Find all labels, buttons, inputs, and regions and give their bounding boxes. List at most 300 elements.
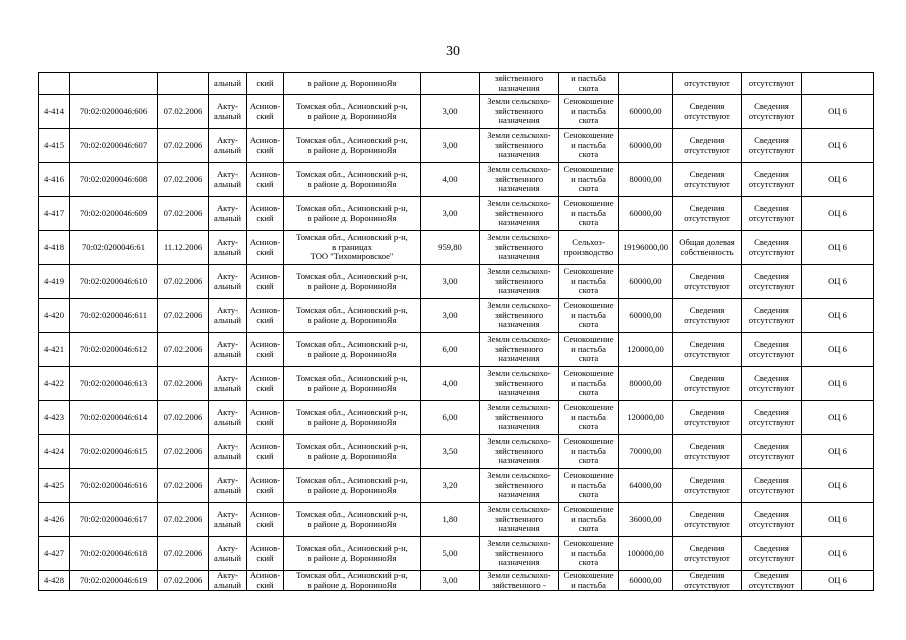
cell-zone: ОЦ 6 <box>802 469 874 503</box>
category-line: назначения <box>498 82 540 93</box>
cell-use-line: и пастьба <box>571 105 606 116</box>
cell-area: 959,80 <box>421 231 480 265</box>
cell-district-line: ский <box>256 348 274 359</box>
cell-status-line: альный <box>213 416 242 427</box>
cell-owner-line: Сведения <box>689 339 725 350</box>
cell-status <box>209 333 247 367</box>
cell-district-line: Асинов- <box>249 475 281 486</box>
cell-date: 07.02.2006 <box>158 401 209 435</box>
cell-owner-line: отсутствуют <box>684 450 730 461</box>
cell-district <box>247 537 284 571</box>
cell-restrictions-line: Сведения <box>754 407 789 418</box>
cell-zone: ОЦ 6 <box>802 197 874 231</box>
cell-address <box>284 333 421 367</box>
cell-date <box>158 73 209 95</box>
cell-price: 100000,00 <box>619 537 673 571</box>
cell-use-line: и пастьба <box>571 445 606 456</box>
cell-address-line: Томская обл., Асиновский р-н, <box>296 373 408 384</box>
cell-category-line: назначения <box>498 421 540 432</box>
cell-owner <box>673 571 742 591</box>
cell-restrictions <box>742 265 802 299</box>
cell-district-line: ский <box>256 246 274 257</box>
cell-category <box>480 367 559 401</box>
cell-address-line: в районе д. ВоронинoЯя <box>307 280 397 291</box>
cell-district-line: ский <box>256 280 274 291</box>
cell-zone <box>802 73 874 95</box>
cell-owner <box>673 95 742 129</box>
table-row <box>39 469 874 503</box>
cell-district <box>247 333 284 367</box>
table-row <box>39 503 874 537</box>
cell-num: 4-423 <box>39 401 70 435</box>
cell-restrictions <box>742 435 802 469</box>
cell-address-line: Томская обл., Асиновский р-н, <box>296 543 408 554</box>
cell-use-line: и пастьба <box>571 411 606 422</box>
cell-category-line: зяйственного <box>494 207 544 218</box>
cell-zone: ОЦ 6 <box>802 231 874 265</box>
cell-category-line: Земли сельскохо- <box>487 402 551 413</box>
cell-zone: ОЦ 6 <box>802 401 874 435</box>
cell-use <box>559 265 619 299</box>
cell-owner-line: отсутствуют <box>684 484 730 495</box>
cell-use-line: скота <box>578 387 599 398</box>
cell-category <box>480 299 559 333</box>
cell-restrictions-line: Сведения <box>754 169 789 180</box>
cell-restrictions-line: отсутствуют <box>748 416 795 427</box>
cell-use-line: скота <box>578 183 599 194</box>
cell-status: альный <box>209 73 247 95</box>
cell-district <box>247 129 284 163</box>
cell-area: 3,50 <box>421 435 480 469</box>
cell-restrictions-line: Сведения <box>754 237 789 248</box>
cell-area <box>421 73 480 95</box>
cell-district-line: Асинов- <box>249 570 281 581</box>
cell-category-line: Земли сельскохо- <box>487 164 551 175</box>
cell-num: 4-417 <box>39 197 70 231</box>
cell-district-line: Асинов- <box>249 169 281 180</box>
cell-price: 36000,00 <box>619 503 673 537</box>
cell-area: 3,00 <box>421 571 480 591</box>
cell-address <box>284 367 421 401</box>
cell-category <box>480 197 559 231</box>
cell-address-line: ТОО "Тихомировское" <box>310 251 394 262</box>
cell-use-line: и пастьба <box>571 579 606 590</box>
cell-address <box>284 265 421 299</box>
cell-area: 3,00 <box>421 197 480 231</box>
cell-date: 07.02.2006 <box>158 367 209 401</box>
cell-address-line: в границах <box>332 241 372 252</box>
cell-status-line: Акту- <box>216 203 239 214</box>
cell-category-line: зяйственного <box>494 173 544 184</box>
cell-category-line: назначения <box>498 285 540 296</box>
cell-status-line: альный <box>213 110 242 121</box>
cell-status <box>209 231 247 265</box>
cell-restrictions-line: отсутствуют <box>748 579 795 590</box>
cell-num: 4-415 <box>39 129 70 163</box>
cell-owner-line: Сведения <box>689 135 725 146</box>
cell-date: 07.02.2006 <box>158 95 209 129</box>
cell-owner-line: отсутствуют <box>684 416 730 427</box>
cell-category <box>480 265 559 299</box>
cell-address-line: в районе д. ВоронинoЯя <box>307 552 397 563</box>
cell-category-line: назначения <box>498 523 540 534</box>
cell-category-line: Земли сельскохо- <box>487 504 551 515</box>
cell-date: 07.02.2006 <box>158 571 209 591</box>
cell-owner-line: Общая долевая <box>679 237 735 248</box>
cell-owner <box>673 537 742 571</box>
cell-restrictions: отсутствуют <box>742 73 802 95</box>
cell-restrictions <box>742 299 802 333</box>
cell-category-line: Земли сельскохо- <box>487 300 551 311</box>
cell-use-line: Сенокошение <box>563 96 614 107</box>
cell-status-line: альный <box>213 280 242 291</box>
cell-cadastral <box>70 73 158 95</box>
cell-cadastral: 70:02:0200046:618 <box>70 537 158 571</box>
cell-address <box>284 503 421 537</box>
cell-area: 3,20 <box>421 469 480 503</box>
cell-use <box>559 367 619 401</box>
cell-category-line: зяйственного - <box>492 579 546 590</box>
cell-cadastral: 70:02:0200046:613 <box>70 367 158 401</box>
cell-use-line: и пастьба <box>571 139 606 150</box>
cell-owner <box>673 265 742 299</box>
cell-address-line: в районе д. ВоронинoЯя <box>307 382 397 393</box>
cell-restrictions-line: Сведения <box>754 373 789 384</box>
table-row <box>39 537 874 571</box>
cell-category <box>480 503 559 537</box>
cell-owner-line: Сведения <box>689 101 725 112</box>
cell-status-line: Акту- <box>216 543 239 554</box>
cell-owner <box>673 435 742 469</box>
cell-price: 60000,00 <box>619 197 673 231</box>
cell-date: 07.02.2006 <box>158 435 209 469</box>
cell-owner <box>673 469 742 503</box>
cell-category-line: Земли сельскохо- <box>487 570 551 581</box>
cell-owner-line: отсутствуют <box>684 178 730 189</box>
cell-use-line: Сенокошение <box>563 470 614 481</box>
cell-use <box>559 333 619 367</box>
cell-status <box>209 197 247 231</box>
cell-owner <box>673 197 742 231</box>
cell-use-line: и пастьба <box>571 479 606 490</box>
cell-category-line: назначения <box>498 149 540 160</box>
cell-use <box>559 401 619 435</box>
cell-restrictions-line: отсутствуют <box>748 178 795 189</box>
cell-date: 07.02.2006 <box>158 163 209 197</box>
cell-restrictions-line: отсутствуют <box>748 212 795 223</box>
cell-date: 11.12.2006 <box>158 231 209 265</box>
cell-district <box>247 401 284 435</box>
cell-district-line: Асинов- <box>249 407 281 418</box>
cell-cadastral: 70:02:0200046:619 <box>70 571 158 591</box>
cell-owner-line: Сведения <box>689 475 725 486</box>
cell-restrictions-line: Сведения <box>754 509 789 520</box>
cell-category-line: Земли сельскохо- <box>487 96 551 107</box>
cell-district <box>247 265 284 299</box>
cell-category <box>480 73 559 95</box>
cell-category-line: Земли сельскохо- <box>487 130 551 141</box>
cell-address <box>284 231 421 265</box>
cell-use <box>559 231 619 265</box>
cell-status-line: альный <box>213 382 242 393</box>
cell-status-line: альный <box>213 518 242 529</box>
cell-use-line: Сенокошение <box>563 436 614 447</box>
cell-owner-line: отсутствуют <box>684 110 730 121</box>
cell-restrictions <box>742 367 802 401</box>
cell-num <box>39 73 70 95</box>
cell-address-line: в районе д. ВоронинoЯя <box>307 314 397 325</box>
cell-area: 3,00 <box>421 129 480 163</box>
cell-use-line: скота <box>578 421 599 432</box>
cell-use-line: Сенокошение <box>563 402 614 413</box>
cell-zone: ОЦ 6 <box>802 435 874 469</box>
cell-status-line: Акту- <box>216 570 239 581</box>
cell-owner <box>673 129 742 163</box>
cell-address <box>284 299 421 333</box>
cell-status-line: альный <box>213 579 242 590</box>
cell-address-line: Томская обл., Асиновский р-н, <box>296 101 408 112</box>
cell-restrictions <box>742 401 802 435</box>
cell-cadastral: 70:02:0200046:616 <box>70 469 158 503</box>
cell-cadastral: 70:02:0200046:606 <box>70 95 158 129</box>
cell-address <box>284 197 421 231</box>
cell-category-line: назначения <box>498 251 540 262</box>
cell-price: 60000,00 <box>619 299 673 333</box>
cell-district-line: Асинов- <box>249 305 281 316</box>
cell-restrictions <box>742 129 802 163</box>
cell-area: 3,00 <box>421 299 480 333</box>
cell-area: 5,00 <box>421 537 480 571</box>
cell-owner <box>673 299 742 333</box>
cell-district-line: Асинов- <box>249 271 281 282</box>
cell-owner-line: отсутствуют <box>684 144 730 155</box>
cell-status-line: Акту- <box>216 169 239 180</box>
cell-status-line: Акту- <box>216 441 239 452</box>
cell-status <box>209 265 247 299</box>
cell-restrictions-line: отсутствуют <box>748 110 795 121</box>
cell-address-line: Томская обл., Асиновский р-н, <box>296 407 408 418</box>
cell-district-line: Асинов- <box>249 237 281 248</box>
cell-use-line: Сенокошение <box>563 266 614 277</box>
cell-restrictions-line: Сведения <box>754 271 789 282</box>
cell-owner-line: Сведения <box>689 543 725 554</box>
cell-district-line: ский <box>256 178 274 189</box>
cell-category <box>480 231 559 265</box>
cell-address <box>284 537 421 571</box>
cell-district-line: ский <box>256 450 274 461</box>
cell-restrictions-line: отсутствуют <box>748 280 795 291</box>
cell-status-line: альный <box>213 246 242 257</box>
cell-owner-line: Сведения <box>689 407 725 418</box>
cell-address-line: Томская обл., Асиновский р-н, <box>296 232 408 243</box>
cell-price: 80000,00 <box>619 367 673 401</box>
cell-owner-line: отсутствуют <box>684 314 730 325</box>
cell-restrictions-line: отсутствуют <box>748 144 795 155</box>
cell-num: 4-420 <box>39 299 70 333</box>
cell-status <box>209 163 247 197</box>
cell-district: ский <box>247 73 284 95</box>
cell-num: 4-428 <box>39 571 70 591</box>
cell-status-line: Акту- <box>216 237 239 248</box>
cell-owner-line: отсутствуют <box>684 212 730 223</box>
cell-price: 60000,00 <box>619 265 673 299</box>
cell-use-line: производство <box>563 246 614 257</box>
cell-district <box>247 231 284 265</box>
cell-district <box>247 163 284 197</box>
cell-use <box>559 197 619 231</box>
cell-num: 4-421 <box>39 333 70 367</box>
cell-use-line: Сенокошение <box>563 334 614 345</box>
cell-category <box>480 401 559 435</box>
cell-zone: ОЦ 6 <box>802 299 874 333</box>
table-row <box>39 367 874 401</box>
table-row <box>39 95 874 129</box>
cell-address-line: в районе д. ВоронинoЯя <box>307 518 397 529</box>
cell-restrictions <box>742 95 802 129</box>
cell-address-line: в районе д. ВоронинoЯя <box>307 178 397 189</box>
cell-use-line: скота <box>578 285 599 296</box>
cell-category-line: назначения <box>498 387 540 398</box>
cell-district-line: ский <box>256 416 274 427</box>
cell-owner <box>673 401 742 435</box>
cell-district-line: ский <box>256 110 274 121</box>
cell-area: 1,80 <box>421 503 480 537</box>
cell-category-line: зяйственного <box>494 241 544 252</box>
cell-category-line: назначения <box>498 183 540 194</box>
cell-restrictions <box>742 537 802 571</box>
cell-category-line: зяйственного <box>494 139 544 150</box>
cell-address-line: Томская обл., Асиновский р-н, <box>296 169 408 180</box>
cell-area: 6,00 <box>421 333 480 367</box>
cell-status-line: Акту- <box>216 305 239 316</box>
cell-district <box>247 299 284 333</box>
cell-area: 4,00 <box>421 163 480 197</box>
cell-use-line: Сенокошение <box>563 164 614 175</box>
table-body <box>39 73 874 591</box>
table-row <box>39 401 874 435</box>
cell-zone: ОЦ 6 <box>802 265 874 299</box>
cell-restrictions <box>742 571 802 591</box>
cell-district-line: ский <box>256 212 274 223</box>
cell-status-line: Акту- <box>216 509 239 520</box>
cell-status-line: Акту- <box>216 271 239 282</box>
cell-category <box>480 333 559 367</box>
cell-status <box>209 435 247 469</box>
cell-status <box>209 469 247 503</box>
cell-category-line: зяйственного <box>494 411 544 422</box>
cell-restrictions-line: Сведения <box>754 475 789 486</box>
cell-category-line: назначения <box>498 557 540 568</box>
cell-area: 3,00 <box>421 265 480 299</box>
cell-use-line: Сенокошение <box>563 538 614 549</box>
cell-use <box>559 469 619 503</box>
cell-district <box>247 503 284 537</box>
table-row <box>39 299 874 333</box>
cell-category-line: зяйственного <box>494 343 544 354</box>
cell-status-line: альный <box>213 450 242 461</box>
cell-price: 60000,00 <box>619 571 673 591</box>
cell-restrictions-line: отсутствуют <box>748 246 795 257</box>
cell-use-line: скота <box>578 489 599 500</box>
cell-category-line: назначения <box>498 217 540 228</box>
cell-restrictions <box>742 163 802 197</box>
table-row <box>39 129 874 163</box>
cell-address: в районе д. ВоронинoЯя <box>284 73 421 95</box>
cell-category-line: Земли сельскохо- <box>487 436 551 447</box>
cell-use-line: Сенокошение <box>563 504 614 515</box>
cell-use <box>559 163 619 197</box>
cell-address-line: в районе д. ВоронинoЯя <box>307 579 397 590</box>
cell-address-line: Томская обл., Асиновский р-н, <box>296 305 408 316</box>
cell-district-line: Асинов- <box>249 543 281 554</box>
cell-address-line: в районе д. ВоронинoЯя <box>307 484 397 495</box>
cell-owner-line: Сведения <box>689 169 725 180</box>
cell-use-line: скота <box>578 319 599 330</box>
cell-use <box>559 537 619 571</box>
cell-owner-line: отсутствуют <box>684 280 730 291</box>
cell-district-line: ский <box>256 518 274 529</box>
cell-address <box>284 571 421 591</box>
cell-use <box>559 503 619 537</box>
cell-category-line: назначения <box>498 455 540 466</box>
cell-use-line: Сенокошение <box>563 368 614 379</box>
cell-cadastral: 70:02:0200046:614 <box>70 401 158 435</box>
cell-price: 60000,00 <box>619 129 673 163</box>
cell-cadastral: 70:02:0200046:612 <box>70 333 158 367</box>
cell-address-line: Томская обл., Асиновский р-н, <box>296 271 408 282</box>
cell-restrictions <box>742 469 802 503</box>
cell-status-line: Акту- <box>216 373 239 384</box>
cell-use-line: и пастьба <box>571 343 606 354</box>
cell-restrictions-line: Сведения <box>754 543 789 554</box>
cell-num: 4-416 <box>39 163 70 197</box>
cell-address-line: в районе д. ВоронинoЯя <box>307 110 397 121</box>
cell-category-line: назначения <box>498 353 540 364</box>
cell-status-line: альный <box>213 212 242 223</box>
cell-date: 07.02.2006 <box>158 197 209 231</box>
cell-zone: ОЦ 6 <box>802 503 874 537</box>
cell-category-line: зяйственного <box>494 309 544 320</box>
cell-restrictions-line: отсутствуют <box>748 518 795 529</box>
cell-use <box>559 129 619 163</box>
cell-restrictions-line: Сведения <box>754 339 789 350</box>
cell-status <box>209 129 247 163</box>
cell-use-line: скота <box>578 149 599 160</box>
cell-category-line: Земли сельскохо- <box>487 266 551 277</box>
cell-district-line: Асинов- <box>249 135 281 146</box>
cell-use <box>559 435 619 469</box>
cell-status <box>209 299 247 333</box>
cell-category-line: зяйственного <box>494 547 544 558</box>
cell-status-line: Акту- <box>216 407 239 418</box>
cell-use-line: и пастьба <box>571 173 606 184</box>
cell-address <box>284 95 421 129</box>
cell-use-line: и пастьба <box>571 309 606 320</box>
cell-restrictions-line: Сведения <box>754 441 789 452</box>
cell-district-line: ский <box>256 382 274 393</box>
cell-district-line: ский <box>256 484 274 495</box>
cell-district-line: ский <box>256 314 274 325</box>
cell-use-line: скота <box>578 115 599 126</box>
cell-address <box>284 469 421 503</box>
use-line: и пастьба <box>571 73 606 84</box>
cell-date: 07.02.2006 <box>158 299 209 333</box>
cell-date: 07.02.2006 <box>158 503 209 537</box>
cell-area: 4,00 <box>421 367 480 401</box>
cell-owner-line: отсутствуют <box>684 518 730 529</box>
cell-district <box>247 571 284 591</box>
cell-use-line: Сенокошение <box>563 198 614 209</box>
